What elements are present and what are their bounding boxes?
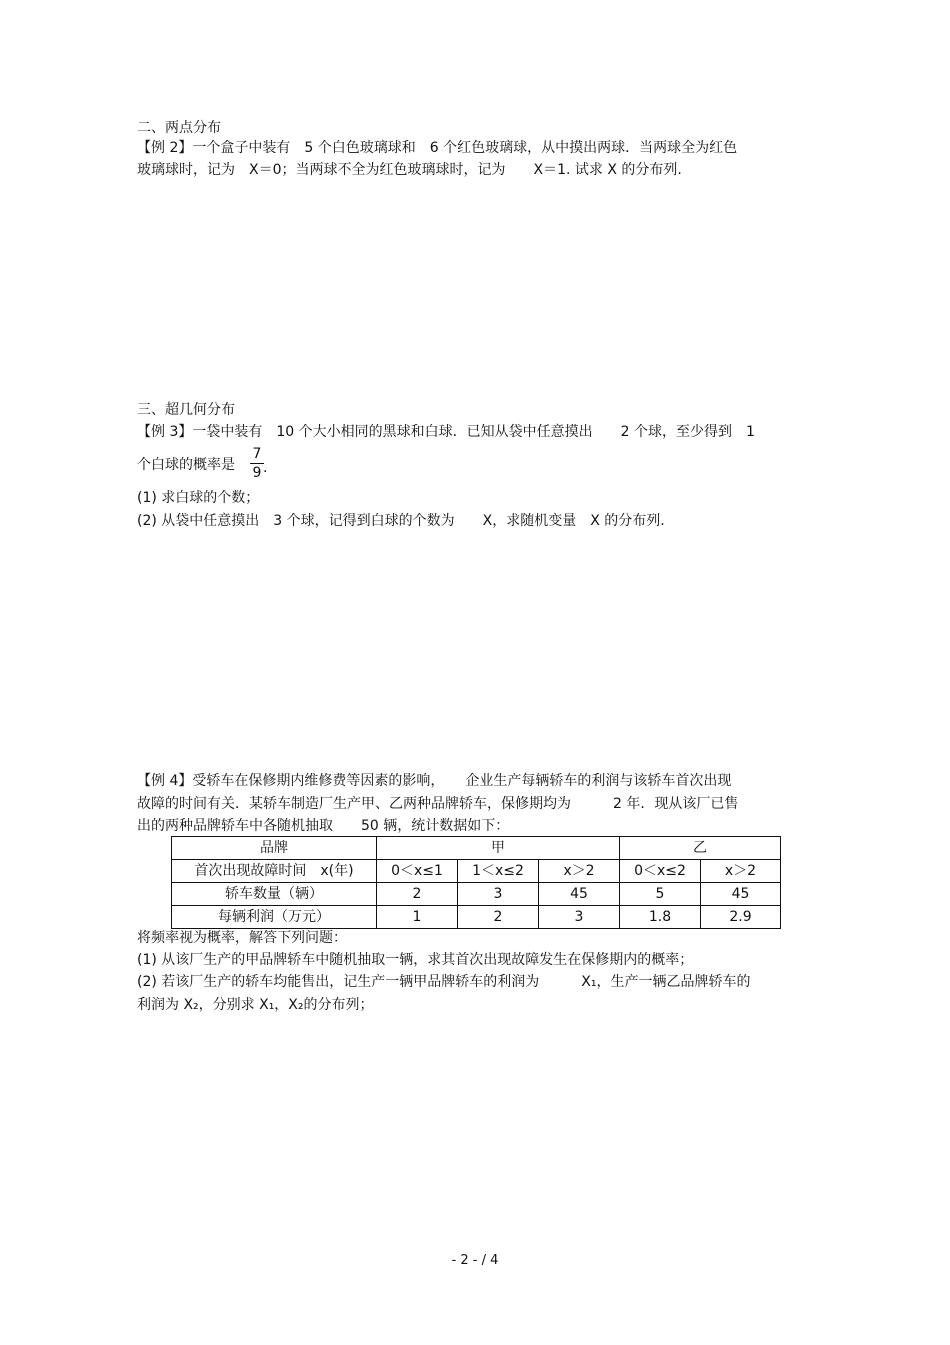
example-2-line-1: 【例 2】一个盒子中装有 5 个白色玻璃球和 6 个红色玻璃球，从中摸出两球．当两球全为红色 bbox=[137, 140, 738, 156]
table-cell: 0＜x≤1 bbox=[377, 860, 458, 883]
table-header-brand: 品牌 bbox=[172, 837, 377, 860]
table-header-brand-a: 甲 bbox=[377, 837, 620, 860]
table-cell: 1.8 bbox=[620, 906, 701, 929]
example-3-line-2: 个白球的概率是 bbox=[137, 457, 235, 473]
example-3-line-1: 【例 3】一袋中装有 10 个大小相同的黑球和白球．已知从袋中任意摸出 2 个球，至少得到 1 bbox=[137, 424, 755, 440]
table-cell: x＞2 bbox=[701, 860, 781, 883]
page-number: - 2 - / 4 bbox=[451, 1253, 499, 1268]
example-4-line-3: 出的两种品牌轿车中各随机抽取 50 辆，统计数据如下： bbox=[137, 818, 510, 834]
table-cell: 45 bbox=[701, 883, 781, 906]
example-4-question-2-line-2: 利润为 X₂，分别求 X₁，X₂的分布列； bbox=[137, 997, 374, 1013]
table-row-label: 每辆利润（万元） bbox=[172, 906, 377, 929]
example-3-question-2: (2) 从袋中任意摸出 3 个球，记得到白球的个数为 X，求随机变量 X 的分布列. bbox=[137, 513, 665, 529]
statistics-table bbox=[171, 836, 781, 929]
table-cell: 3 bbox=[539, 906, 620, 929]
fraction-bar bbox=[250, 463, 264, 464]
table-row bbox=[172, 860, 781, 883]
table-row bbox=[172, 837, 781, 860]
table-cell: 1＜x≤2 bbox=[458, 860, 539, 883]
table-row-label: 轿车数量（辆） bbox=[172, 883, 377, 906]
table-cell: 45 bbox=[539, 883, 620, 906]
section-heading-two-point: 二、两点分布 bbox=[137, 120, 221, 136]
fraction-tail: . bbox=[263, 460, 268, 476]
table-row bbox=[172, 906, 781, 929]
example-2-line-2: 玻璃球时，记为 X＝0；当两球不全为红色玻璃球时，记为 X＝1. 试求 X 的分布列. bbox=[137, 162, 682, 178]
section-heading-hypergeometric: 三、超几何分布 bbox=[137, 402, 235, 418]
fraction-denominator: 9 bbox=[252, 465, 262, 481]
example-4-instruction: 将频率视为概率，解答下列问题： bbox=[137, 930, 347, 946]
table-cell: 2 bbox=[458, 906, 539, 929]
fraction-numerator: 7 bbox=[252, 446, 262, 462]
example-4-question-1: (1) 从该厂生产的甲品牌轿车中随机抽取一辆，求其首次出现故障发生在保修期内的概率； bbox=[137, 952, 694, 968]
example-4-question-2-line-1: (2) 若该厂生产的轿车均能售出，记生产一辆甲品牌轿车的利润为 X₁，生产一辆乙品牌轿车的 bbox=[137, 974, 751, 990]
example-4-line-2: 故障的时间有关．某轿车制造厂生产甲、乙两种品牌轿车，保修期均为 2 年．现从该厂已售 bbox=[137, 796, 739, 812]
table-row-label: 首次出现故障时间 x(年) bbox=[172, 860, 377, 883]
example-4-line-1: 【例 4】受轿车在保修期内维修费等因素的影响， 企业生产每辆轿车的利润与该轿车首次出现 bbox=[137, 773, 732, 789]
probability-fraction bbox=[250, 447, 264, 480]
table-cell: 0＜x≤2 bbox=[620, 860, 701, 883]
table-cell: 1 bbox=[377, 906, 458, 929]
table-cell: 2.9 bbox=[701, 906, 781, 929]
table-cell: 5 bbox=[620, 883, 701, 906]
table-row bbox=[172, 883, 781, 906]
table-cell: x＞2 bbox=[539, 860, 620, 883]
table-cell: 2 bbox=[377, 883, 458, 906]
table-header-brand-b: 乙 bbox=[620, 837, 781, 860]
example-3-question-1: (1) 求白球的个数； bbox=[137, 490, 260, 506]
table-cell: 3 bbox=[458, 883, 539, 906]
